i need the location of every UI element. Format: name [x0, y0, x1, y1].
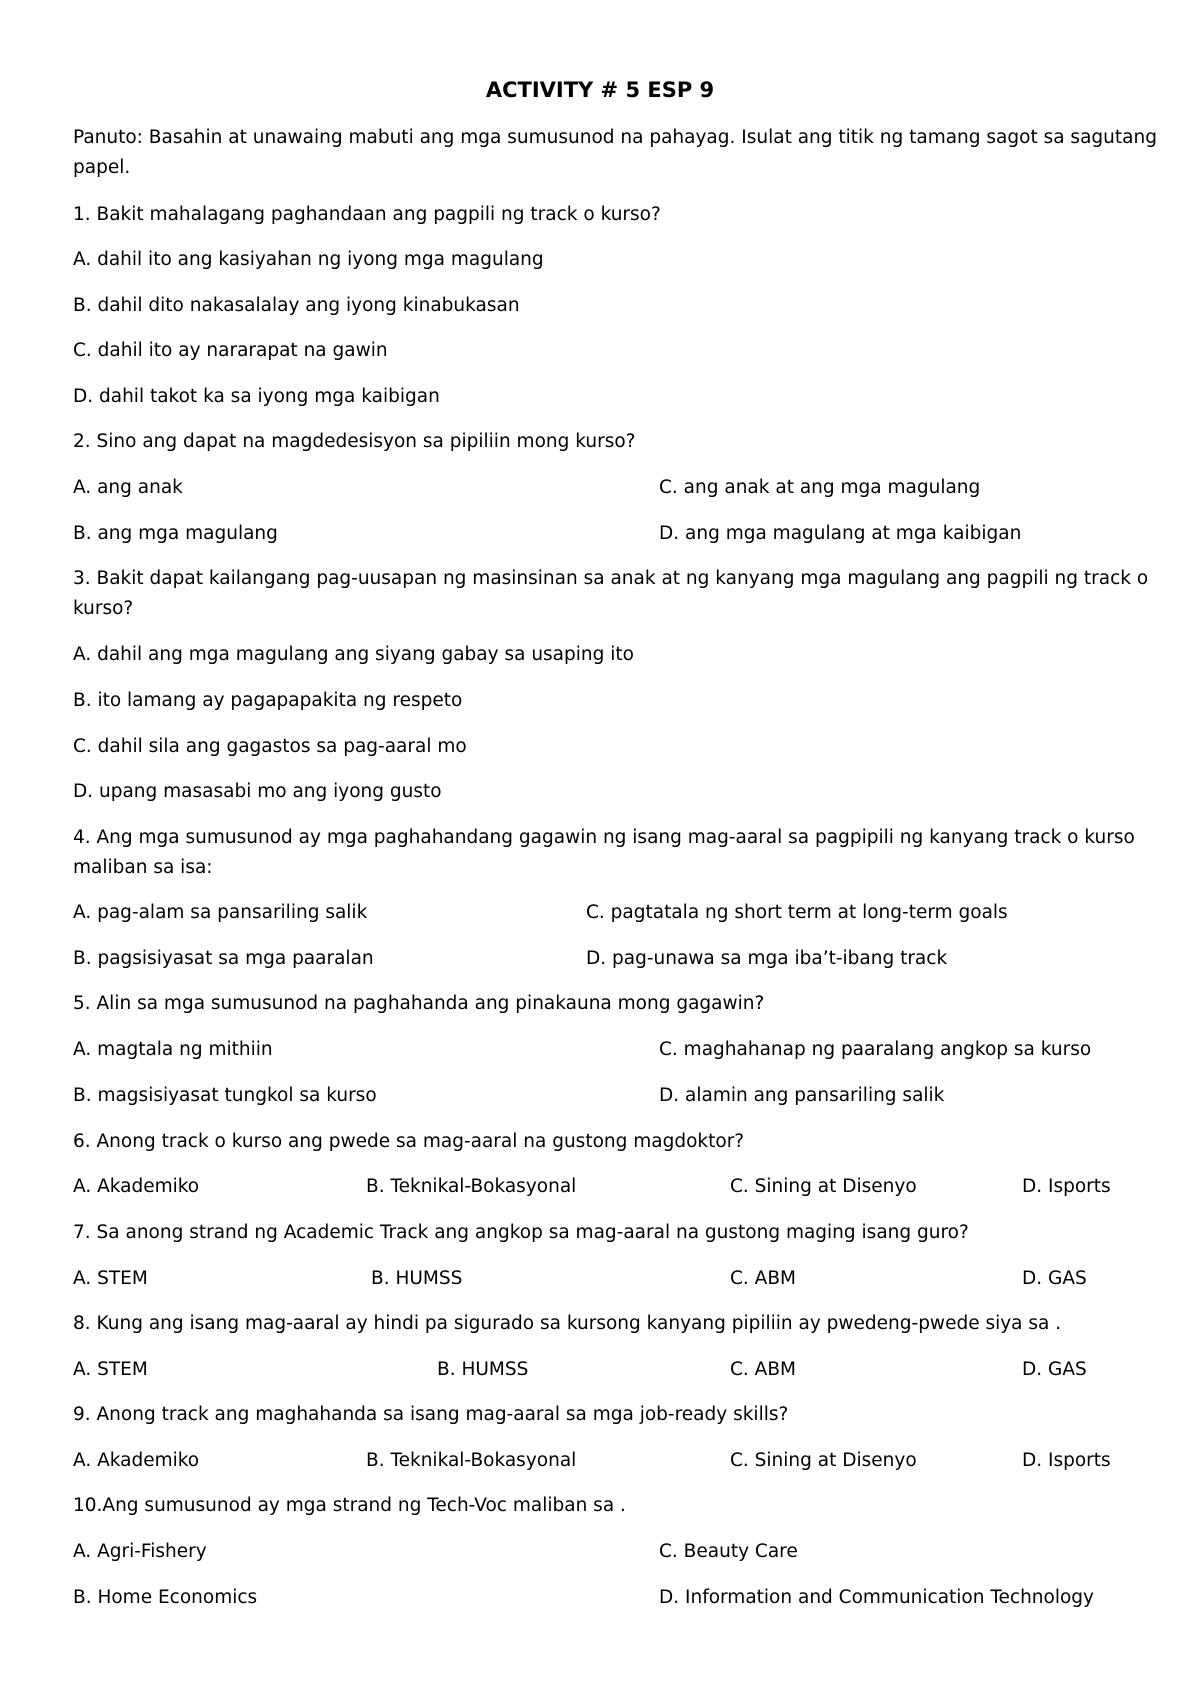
q1-choice-a: A. dahil ito ang kasiyahan ng iyong mga magulang: [73, 249, 544, 270]
question-5: 5. Alin sa mga sumusunod na paghahanda ang pinakauna mong gagawin?: [73, 993, 765, 1014]
q5-choice-b: B. magsisiyasat tungkol sa kurso: [73, 1085, 377, 1106]
q9-choice-c: C. Sining at Disenyo: [730, 1450, 917, 1471]
question-8: 8. Kung ang isang mag-aaral ay hindi pa sigurado sa kursong kanyang pipiliin ay pwedeng-pwede siya sa .: [73, 1313, 1062, 1334]
q3-choice-d: D. upang masasabi mo ang iyong gusto: [73, 781, 442, 802]
q10-choice-a: A. Agri-Fishery: [73, 1541, 207, 1562]
page-title: ACTIVITY # 5 ESP 9: [485, 78, 715, 102]
q5-choice-a: A. magtala ng mithiin: [73, 1039, 273, 1060]
q4-choice-d: D. pag-unawa sa mga iba’t-ibang track: [586, 948, 948, 969]
q3-choice-b: B. ito lamang ay pagapapakita ng respeto: [73, 690, 463, 711]
q7-choice-d: D. GAS: [1022, 1268, 1087, 1289]
q7-choice-a: A. STEM: [73, 1268, 148, 1289]
q8-choice-d: D. GAS: [1022, 1359, 1087, 1380]
q4-choice-a: A. pag-alam sa pansariling salik: [73, 902, 368, 923]
question-6: 6. Anong track o kurso ang pwede sa mag-aaral na gustong magdoktor?: [73, 1131, 745, 1152]
q9-choice-a: A. Akademiko: [73, 1450, 200, 1471]
q1-choice-d: D. dahil takot ka sa iyong mga kaibigan: [73, 386, 440, 407]
question-10: 10.Ang sumusunod ay mga strand ng Tech-Voc maliban sa .: [73, 1495, 626, 1516]
q9-choice-d: D. Isports: [1022, 1450, 1111, 1471]
q2-choice-d: D. ang mga magulang at mga kaibigan: [659, 523, 1022, 544]
q10-choice-c: C. Beauty Care: [659, 1541, 798, 1562]
question-1: 1. Bakit mahalagang paghandaan ang pagpili ng track o kurso?: [73, 204, 661, 225]
q8-choice-b: B. HUMSS: [437, 1359, 529, 1380]
question-4-line-2: maliban sa isa:: [73, 857, 213, 878]
question-3-line-2: kurso?: [73, 598, 134, 619]
q7-choice-c: C. ABM: [730, 1268, 796, 1289]
q10-choice-b: B. Home Economics: [73, 1587, 258, 1608]
q1-choice-b: B. dahil dito nakasalalay ang iyong kinabukasan: [73, 295, 520, 316]
q6-choice-c: C. Sining at Disenyo: [730, 1176, 917, 1197]
q6-choice-d: D. Isports: [1022, 1176, 1111, 1197]
q1-choice-c: C. dahil ito ay nararapat na gawin: [73, 340, 388, 361]
q5-choice-c: C. maghahanap ng paaralang angkop sa kurso: [659, 1039, 1092, 1060]
q2-choice-a: A. ang anak: [73, 477, 183, 498]
question-4-line-1: 4. Ang mga sumusunod ay mga paghahandang gagawin ng isang mag-aaral sa pagpipili ng kanyang track o kurso: [73, 827, 1135, 848]
q4-choice-b: B. pagsisiyasat sa mga paaralan: [73, 948, 374, 969]
q3-choice-a: A. dahil ang mga magulang ang siyang gabay sa usaping ito: [73, 644, 634, 665]
question-7: 7. Sa anong strand ng Academic Track ang angkop sa mag-aaral na gustong maging isang guro?: [73, 1222, 969, 1243]
q9-choice-b: B. Teknikal-Bokasyonal: [366, 1450, 577, 1471]
q8-choice-a: A. STEM: [73, 1359, 148, 1380]
q7-choice-b: B. HUMSS: [371, 1268, 463, 1289]
q3-choice-c: C. dahil sila ang gagastos sa pag-aaral mo: [73, 736, 467, 757]
q6-choice-a: A. Akademiko: [73, 1176, 200, 1197]
question-9: 9. Anong track ang maghahanda sa isang mag-aaral sa mga job-ready skills?: [73, 1404, 789, 1425]
question-2: 2. Sino ang dapat na magdedesisyon sa pipiliin mong kurso?: [73, 431, 636, 452]
q2-choice-c: C. ang anak at ang mga magulang: [659, 477, 981, 498]
q2-choice-b: B. ang mga magulang: [73, 523, 278, 544]
instructions-line-2: papel.: [73, 157, 131, 178]
question-3-line-1: 3. Bakit dapat kailangang pag-uusapan ng masinsinan sa anak at ng kanyang mga magulang ang pagpili ng track o: [73, 568, 1149, 589]
q6-choice-b: B. Teknikal-Bokasyonal: [366, 1176, 577, 1197]
q4-choice-c: C. pagtatala ng short term at long-term goals: [586, 902, 1008, 923]
q5-choice-d: D. alamin ang pansariling salik: [659, 1085, 945, 1106]
q8-choice-c: C. ABM: [730, 1359, 796, 1380]
q10-choice-d: D. Information and Communication Technology: [659, 1587, 1094, 1608]
instructions-line-1: Panuto: Basahin at unawaing mabuti ang mga sumusunod na pahayag. Isulat ang titik ng tamang sagot sa sagutang: [73, 127, 1157, 148]
